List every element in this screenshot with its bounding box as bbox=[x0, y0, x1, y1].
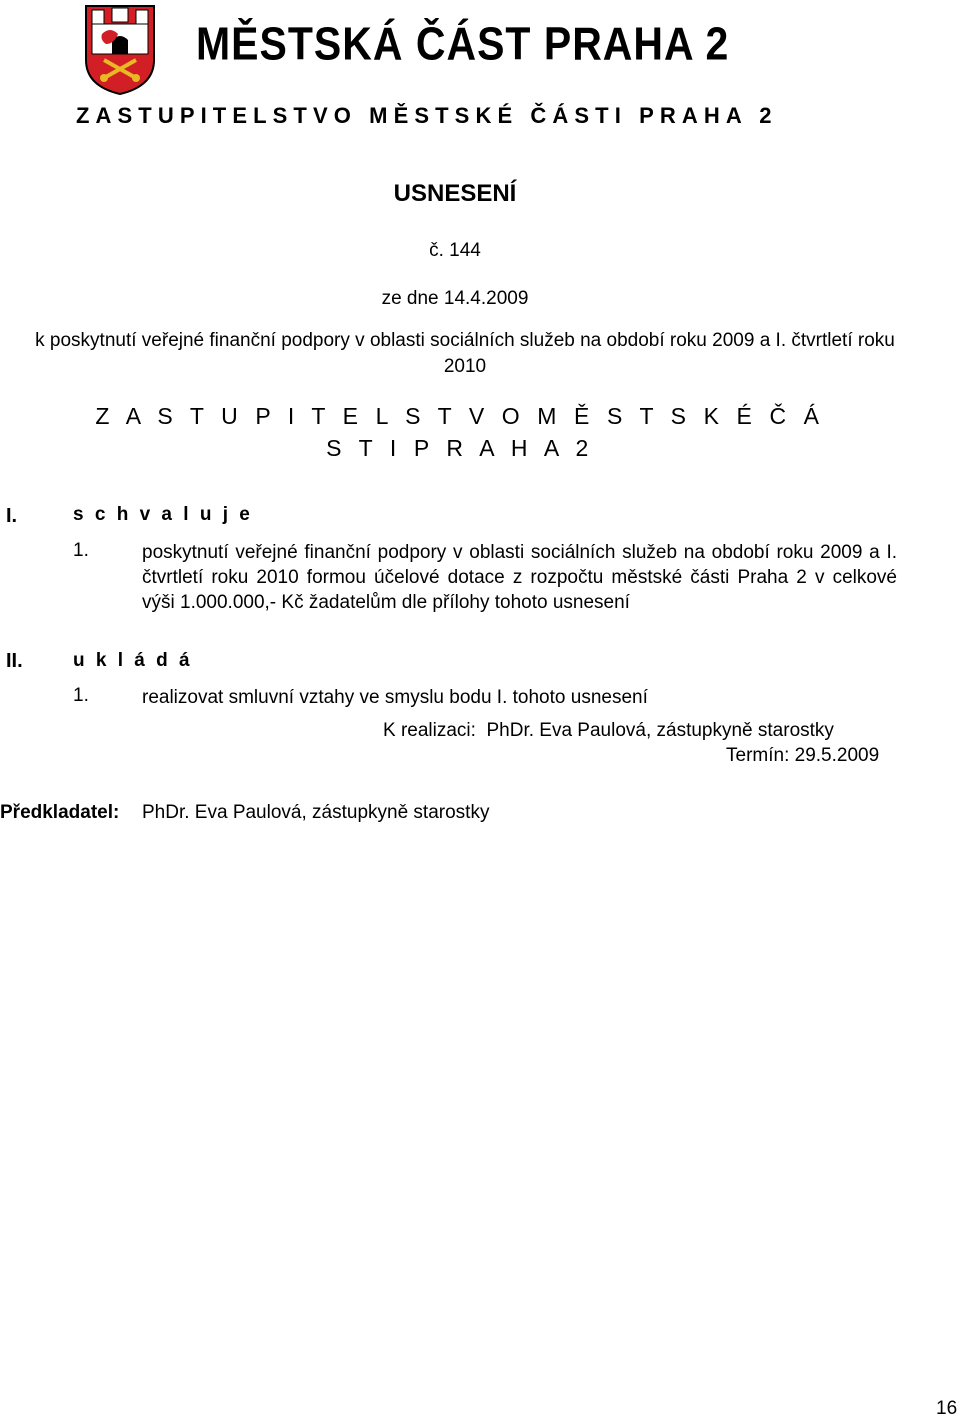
submitter-label: Předkladatel: bbox=[0, 802, 120, 823]
resolution-date: ze dne 14.4.2009 bbox=[381, 288, 529, 309]
item-number: 1. bbox=[73, 685, 89, 706]
section-verb: u k l á d á bbox=[73, 650, 193, 671]
coat-of-arms-icon bbox=[84, 4, 156, 96]
submitter-name: PhDr. Eva Paulová, zástupkyně starostky bbox=[142, 802, 490, 823]
resolution-number: č. 144 bbox=[429, 240, 481, 261]
masthead-subtitle: ZASTUPITELSTVO MĚSTSKÉ ČÁSTI PRAHA 2 bbox=[76, 103, 778, 128]
item-number: 1. bbox=[73, 540, 89, 561]
item-text: realizovat smluvní vztahy ve smyslu bodu I. tohoto usnesení bbox=[142, 687, 648, 708]
masthead-title: MĚSTSKÁ ČÁST PRAHA 2 bbox=[196, 18, 730, 70]
section-verb: s c h v a l u j e bbox=[73, 504, 253, 525]
resolution-heading: USNESENÍ bbox=[393, 180, 517, 207]
section-numeral: II. bbox=[6, 650, 23, 672]
deadline: Termín: 29.5.2009 bbox=[726, 745, 880, 766]
resolving-body: Z A S T U P I T E L S T V O M Ě S T S K É Č Á S T I P R A H A 2 bbox=[95, 403, 825, 461]
resolution-subject: k poskytnutí veřejné finanční podpory v oblasti sociálních služeb na období roku 2009 a I. čtvrtletí roku 2010 bbox=[35, 330, 895, 377]
section-numeral: I. bbox=[6, 505, 18, 527]
item-text: poskytnutí veřejné finanční podpory v oblasti sociálních služeb na období roku 2009 a I. čtvrtletí roku 2010 formou účelové dotace z rozpočtu městské části Praha 2 v celkové výši 1.000.000,- Kč žadatelům dle přílohy tohoto usnesení bbox=[142, 542, 897, 613]
page-number: 16 bbox=[936, 1398, 958, 1419]
responsible-person: K realizaci: PhDr. Eva Paulová, zástupkyně starostky bbox=[383, 720, 834, 741]
